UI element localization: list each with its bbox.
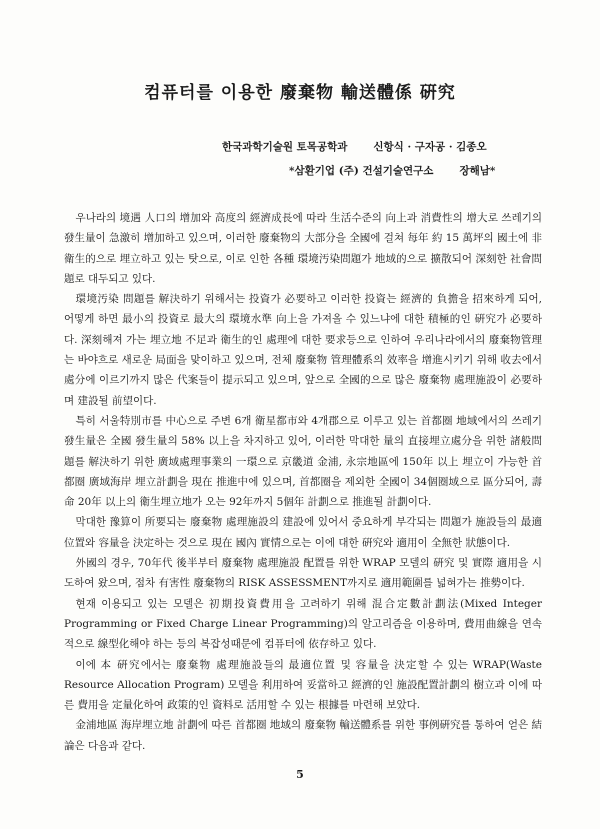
paper-title: 컴퓨터를 이용한 廢棄物 輸送體係 硏究 <box>144 83 456 103</box>
affiliation-org: *삼환기업 (주) 건설기술연구소 <box>289 165 434 177</box>
author-names: 장해남* <box>459 165 496 177</box>
paragraph: 이에 本 硏究에서는 廢棄物 處理施設들의 最適位置 및 容量을 決定할 수 있는 WRAP(Waste Resource Allocation Program) 모델을 利用하여 妥當하고 經濟的인 施設配置計劃의 樹立과 이에 따른 費用을 定量化하여 政策的인 資料로 活用할 수 있는 根據를 마련해 보았다. <box>64 658 542 712</box>
page-number: 5 <box>296 768 304 781</box>
paragraph: 우나라의 境遇 人口의 增加와 高度의 經濟成長에 따라 生活수준의 向上과 消費性의 增大로 쓰레기의 發生量이 急激히 增加하고 있으며, 이러한 廢棄物의 大部分을 全國에 걸쳐 每年 約 15 萬坪의 國土에 非衛生的으로 埋立하고 있는 탓으로, 이로 인한 各種 環境汚染問題가 地域的으로 擴散되어 深刻한 社會問題로 대두되고 있다. <box>64 212 542 285</box>
paragraph: 金浦地區 海岸埋立地 計劃에 따른 首都圈 地域의 廢棄物 輸送體系를 위한 事例硏究를 통하여 얻은 結論은 다음과 같다. <box>64 719 542 752</box>
paragraph: 環境汚染 問題를 解決하기 위해서는 投資가 必要하고 이러한 投資는 經濟的 負擔을 招來하게 되어, 어떻게 하면 最小의 投資로 最大의 環境水準 向上을 가져올 수 있느냐에 대한 積極的인 硏究가 必要하다. 深刻해져 가는 埋立地 不足과 衛生的인 處理에 대한 要求등으로 인하여 우리나라에서의 廢棄物管理는 바야흐로 새로운 局面을 맞이하고 있으며, 전체 廢棄物 管理體系의 效率을 增進시키기 위해 收去에서 處分에 이르기까지 많은 代案들이 提示되고 있으며, 앞으로 全國的으로 많은 廢棄物 處理施設이 必要하며 建設될 前望이다. <box>64 293 542 407</box>
paragraph: 특히 서울特別市를 中心으로 주변 6개 衛星都市와 4개郡으로 이루고 있는 首都圈 地域에서의 쓰레기 發生量은 全國 發生量의 58% 以上을 차지하고 있어, 이러한 막대한 量의 直接埋立處分을 위한 諸般問題를 解決하기 위한 廣域處理事業의 一環으로 京畿道 金浦, 永宗地區에 150年 以上 埋立이 가능한 首都圈 廣域海岸 埋立計劃을 現在 推進中에 있으며, 首都圈을 제외한 全國이 34個圈域으로 區分되어, 壽命 20年 以上의 衛生埋立地가 오는 92年까지 5個年 計劃으로 推進될 計劃이다. <box>64 414 542 509</box>
author-names: 신항식 · 구자공 · 김종오 <box>373 141 487 153</box>
paragraph: 막대한 豫算이 所要되는 廢棄物 處理施設의 建設에 있어서 중요하게 부각되는 問題가 施設들의 最適 位置와 容量을 決定하는 것으로 現在 國內 實情으로는 이에 대한 硏究와 適用이 全無한 狀態이다. <box>64 516 542 549</box>
affiliation-org: 한국과학기술원 토목공학과 <box>222 141 348 153</box>
affiliation-line-2 <box>289 163 495 178</box>
paragraph: 현재 이용되고 있는 모델은 初期投資費用을 고려하기 위해 混合定數計劃法(Mixed Integer Programming or Fixed Charge Linear Programming)의 알고리즘을 이용하며, 費用曲線을 연속적으로 線型化해야 하는 등의 복잡성때문에 컴퓨터에 依存하고 있다. <box>64 597 542 651</box>
paragraph: 外國의 경우, 70年代 後半부터 廢棄物 處理施設 配置를 위한 WRAP 모델의 硏究 및 實際 適用을 시도하여 왔으며, 점차 有害性 廢棄物의 RISK ASSESSMENT까지로 適用範圍를 넓혀가는 推勢이다. <box>64 557 542 590</box>
body-text <box>64 208 542 756</box>
affiliation-line-1 <box>222 139 487 154</box>
